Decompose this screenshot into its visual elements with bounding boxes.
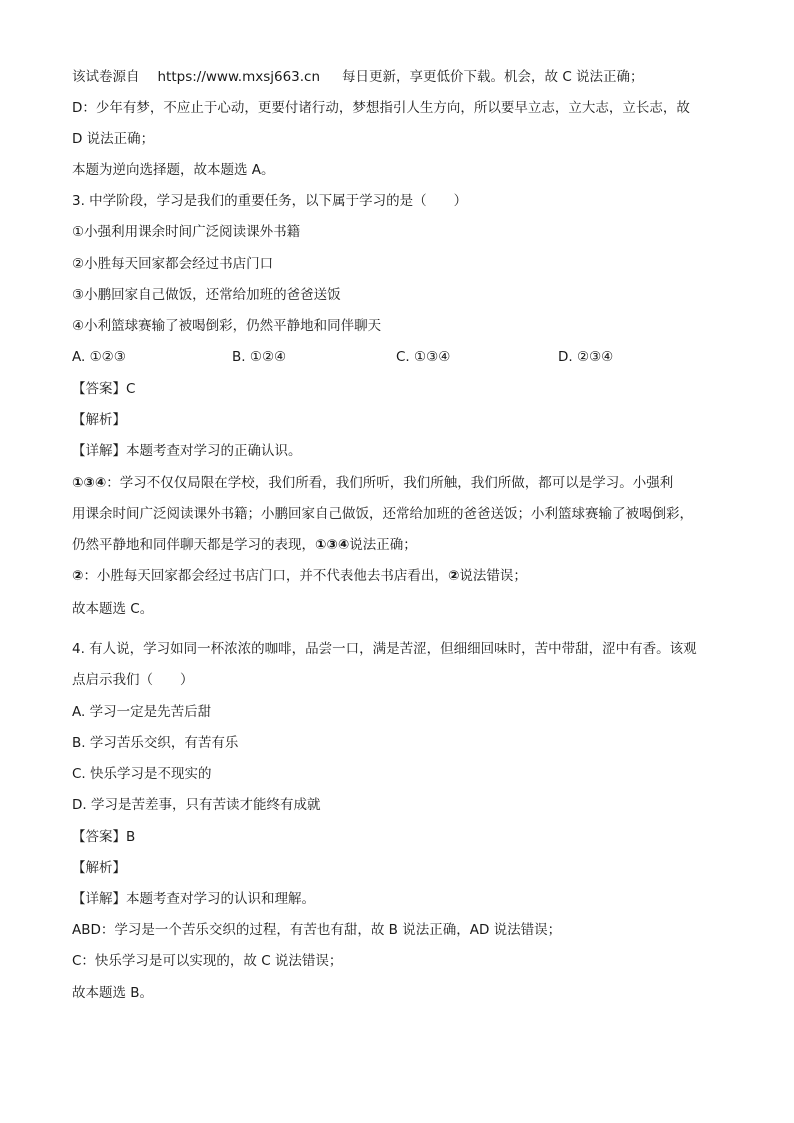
q3-option-b: B. ①②④ — [232, 349, 287, 365]
q3-explanation-line: 用课余时间广泛阅读课外书籍；小鹏回家自己做饭，还常给加班的爸爸送饭；小利篮球赛输了被喝倒彩， — [72, 506, 693, 522]
q3-item: ①小强利用课余时间广泛阅读课外书籍 — [72, 224, 301, 240]
q4-option-a: A. 学习一定是先苦后甜 — [72, 704, 212, 720]
text-line: 本题为逆向选择题，故本题选 A。 — [72, 162, 275, 178]
q4-stem: 4. 有人说，学习如同一杯浓浓的咖啡，品尝一口，满是苦涩，但细细回味时，苦中带甜，涩中有香。该观 — [72, 641, 697, 657]
q3-analysis-label: 【解析】 — [72, 412, 126, 428]
q3-conclusion: 故本题选 C。 — [72, 601, 154, 617]
q4-option-c: C. 快乐学习是不现实的 — [72, 766, 212, 782]
q3-item: ④小利篮球赛输了被喝倒彩，仍然平静地和同伴聊天 — [72, 318, 382, 334]
q3-option-c: C. ①③④ — [396, 349, 451, 365]
q3-exp-bold: ② — [447, 568, 460, 584]
text-line: D 说法正确； — [72, 131, 155, 147]
q4-answer: 【答案】B — [72, 829, 136, 845]
q3-item: ③小鹏回家自己做饭，还常给加班的爸爸送饭 — [72, 287, 341, 303]
q3-exp-bold: ①③④ — [72, 475, 107, 491]
source-url[interactable]: https://www.mxsj663.cn — [157, 69, 321, 85]
q3-explanation-line: 仍然平静地和同伴聊天都是学习的表现，①③④说法正确； — [72, 537, 417, 553]
q4-option-b: B. 学习苦乐交织，有苦有乐 — [72, 735, 239, 751]
q3-option-d: D. ②③④ — [558, 349, 614, 365]
q3-exp-bold: ①③④ — [315, 537, 350, 553]
source-suffix: 每日更新，享更低价下载。机会，故 C 说法正确； — [342, 69, 644, 85]
q3-option-a: A. ①②③ — [72, 349, 126, 365]
q4-explanation-line: ABD：学习是一个苦乐交织的过程，有苦也有甜，故 B 说法正确，AD 说法错误； — [72, 922, 562, 938]
q4-conclusion: 故本题选 B。 — [72, 985, 154, 1001]
q3-answer: 【答案】C — [72, 381, 136, 397]
text-line: D：少年有梦，不应止于心动，更要付诸行动，梦想指引人生方向，所以要早立志，立大志，立长志，故 — [72, 100, 690, 116]
q3-item: ②小胜每天回家都会经过书店门口 — [72, 256, 274, 272]
q3-explanation-line: ②：小胜每天回家都会经过书店门口，并不代表他去书店看出，②说法错误； — [72, 568, 527, 584]
source-line — [72, 68, 644, 86]
q3-stem: 3. 中学阶段，学习是我们的重要任务，以下属于学习的是（ ） — [72, 193, 468, 209]
source-prefix: 该试卷源自 — [72, 69, 140, 85]
q4-explanation-line: C：快乐学习是可以实现的，故 C 说法错误； — [72, 953, 343, 969]
q4-detail: 【详解】本题考查对学习的认识和理解。 — [72, 891, 315, 907]
q3-explanation-line: ①③④：学习不仅仅局限在学校，我们所看，我们所听，我们所触，我们所做，都可以是学习。小强利 — [72, 475, 674, 491]
q4-option-d: D. 学习是苦差事，只有苦读才能终有成就 — [72, 797, 321, 813]
q3-exp-bold: ② — [72, 568, 84, 584]
q3-detail: 【详解】本题考查对学习的正确认识。 — [72, 443, 302, 459]
q4-analysis-label: 【解析】 — [72, 860, 126, 876]
q4-stem: 点启示我们（ ） — [72, 672, 194, 688]
